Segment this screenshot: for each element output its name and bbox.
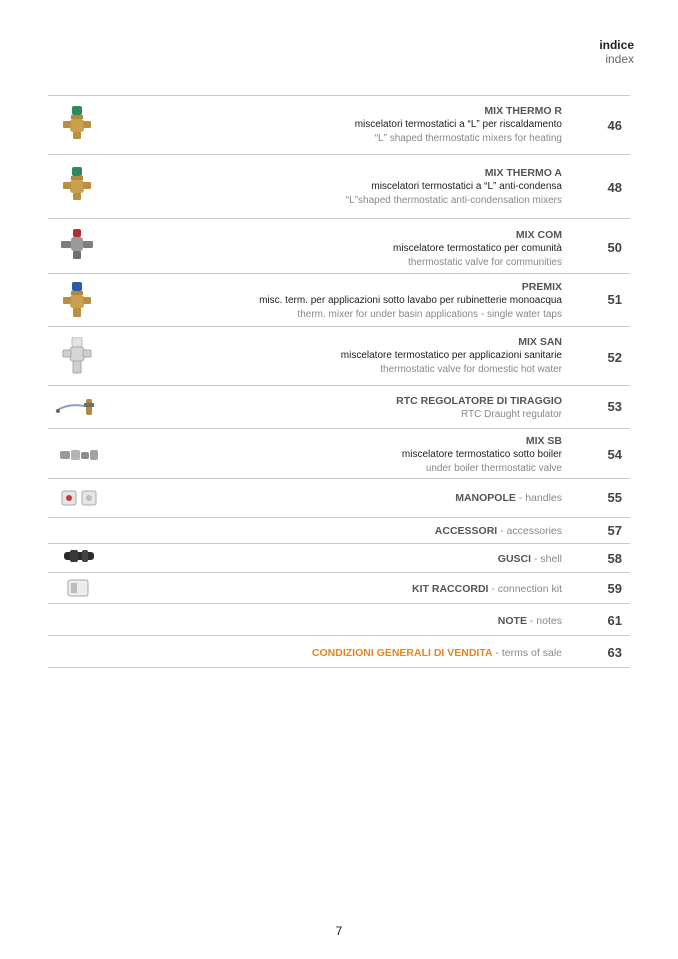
index-title: indice bbox=[599, 38, 634, 52]
entry-title: ACCESSORI - accessories bbox=[434, 525, 562, 537]
index-row-mix-thermo-a[interactable] bbox=[48, 155, 630, 219]
draught-regulator-icon bbox=[54, 397, 98, 417]
entry-page: 55 bbox=[607, 490, 622, 505]
index-row-mix-sb[interactable] bbox=[48, 429, 630, 479]
connection-kit-icon bbox=[66, 579, 92, 597]
handles-icon bbox=[60, 489, 100, 507]
entry-title: GUSCI - shell bbox=[497, 553, 562, 565]
entry-page: 61 bbox=[607, 613, 622, 628]
index-header bbox=[599, 38, 634, 66]
entry-italian: miscelatore termostatico per comunità bbox=[393, 243, 562, 254]
entry-english: under boiler thermostatic valve bbox=[425, 463, 562, 474]
entry-english: thermostatic valve for domestic hot water bbox=[380, 364, 562, 375]
blue-brass-valve-icon bbox=[62, 282, 92, 318]
entry-page: 53 bbox=[607, 399, 622, 414]
shell-icon bbox=[62, 549, 96, 565]
entry-title: CONDIZIONI GENERALI DI VENDITA - terms of sale bbox=[311, 647, 562, 659]
index-row-accessori[interactable] bbox=[48, 518, 630, 544]
red-knob-valve-icon bbox=[60, 229, 94, 261]
index-row-kit-raccordi[interactable] bbox=[48, 573, 630, 604]
entry-page: 57 bbox=[607, 523, 622, 538]
index-row-mix-thermo-r[interactable] bbox=[48, 96, 630, 155]
entry-english: therm. mixer for under basin applications - single water taps bbox=[297, 309, 562, 320]
page-number: 7 bbox=[335, 924, 343, 938]
index-table bbox=[48, 95, 630, 668]
entry-title: MIX THERMO A bbox=[484, 167, 562, 179]
index-row-mix-san[interactable] bbox=[48, 327, 630, 386]
entry-page: 54 bbox=[607, 447, 622, 462]
index-row-mix-com[interactable] bbox=[48, 219, 630, 274]
green-brass-valve-icon bbox=[62, 106, 92, 140]
index-row-rtc[interactable] bbox=[48, 386, 630, 429]
index-row-condizioni[interactable] bbox=[48, 636, 630, 668]
entry-title: NOTE - notes bbox=[497, 615, 562, 627]
index-row-premix[interactable] bbox=[48, 274, 630, 327]
entry-italian: misc. term. per applicazioni sotto lavabo per rubinetterie monoacqua bbox=[259, 295, 562, 306]
entry-title: MIX COM bbox=[515, 229, 562, 241]
entry-title: MANOPOLE - handles bbox=[455, 492, 562, 504]
index-row-manopole[interactable] bbox=[48, 479, 630, 518]
entry-page: 63 bbox=[607, 645, 622, 660]
entry-page: 52 bbox=[607, 350, 622, 365]
entry-italian: miscelatore termostatico sotto boiler bbox=[401, 449, 562, 460]
entry-page: 50 bbox=[607, 240, 622, 255]
entry-italian: miscelatori termostatici a “L” per riscaldamento bbox=[354, 119, 562, 130]
entry-title: MIX THERMO R bbox=[484, 105, 562, 117]
entry-title: PREMIX bbox=[521, 281, 562, 293]
entry-page: 46 bbox=[607, 118, 622, 133]
index-subtitle: index bbox=[605, 52, 634, 66]
entry-page: 58 bbox=[607, 551, 622, 566]
entry-english: thermostatic valve for communities bbox=[408, 257, 562, 268]
entry-english: “L”shaped thermostatic anti-condensation mixers bbox=[345, 195, 562, 206]
index-row-gusci[interactable] bbox=[48, 544, 630, 573]
entry-title: RTC REGOLATORE DI TIRAGGIO bbox=[396, 395, 562, 407]
entry-page: 51 bbox=[607, 292, 622, 307]
green-brass-valve-icon bbox=[62, 167, 92, 201]
index-row-note[interactable] bbox=[48, 604, 630, 636]
entry-page: 59 bbox=[607, 581, 622, 596]
fittings-icon bbox=[58, 447, 100, 463]
entry-title: MIX SAN bbox=[518, 336, 562, 348]
entry-title: MIX SB bbox=[525, 435, 562, 447]
white-valve-icon bbox=[62, 337, 92, 375]
entry-english: “L” shaped thermostatic mixers for heating bbox=[374, 133, 562, 144]
entry-italian: miscelatore termostatico per applicazioni sanitarie bbox=[340, 350, 562, 361]
entry-english: RTC Draught regulator bbox=[461, 409, 562, 420]
entry-title: KIT RACCORDI - connection kit bbox=[412, 583, 562, 595]
entry-italian: miscelatori termostatici a “L” anti-condensa bbox=[371, 181, 562, 192]
entry-page: 48 bbox=[607, 180, 622, 195]
